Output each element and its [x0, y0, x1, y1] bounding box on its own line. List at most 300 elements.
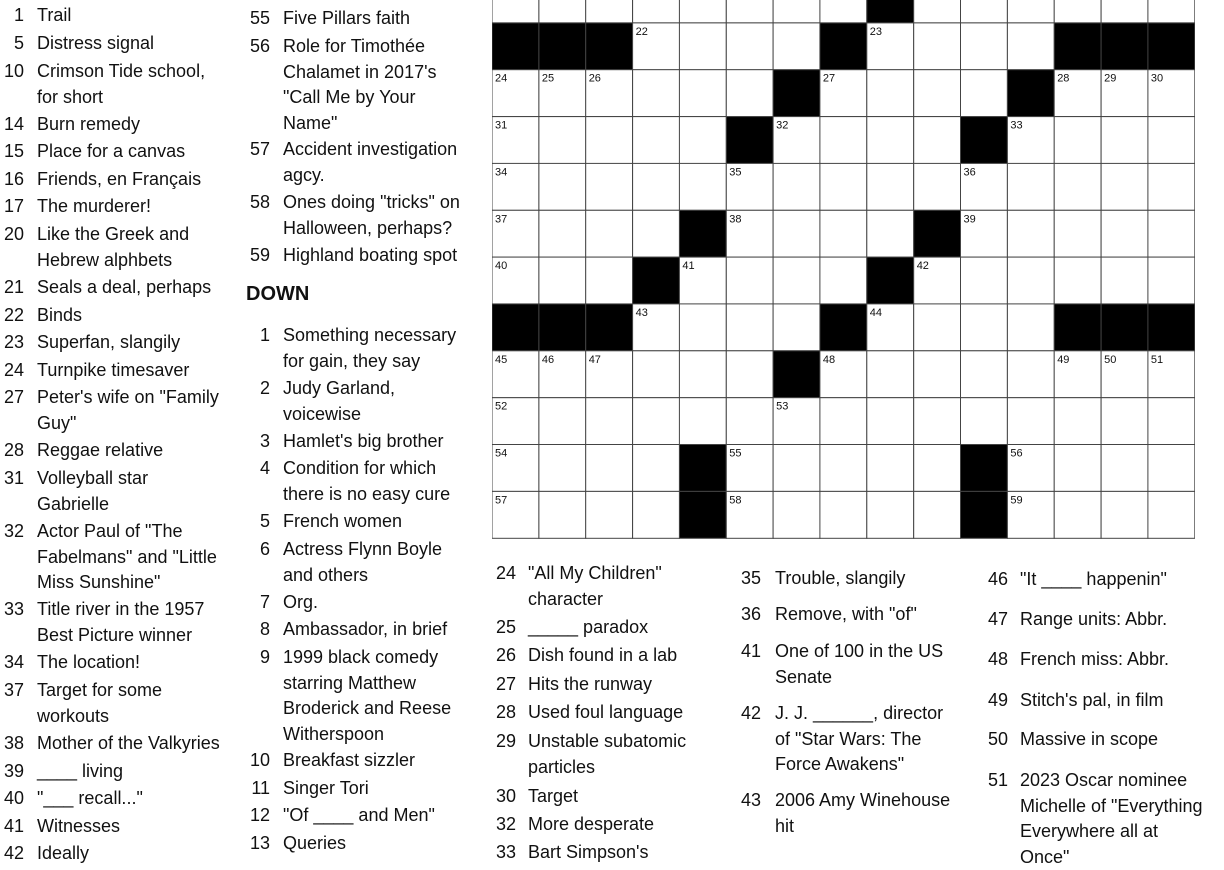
grid-cell[interactable] [961, 304, 1008, 351]
grid-number: 34 [495, 166, 508, 179]
clue-text: Trail [37, 5, 72, 25]
clue-text: Hamlet's big brother [283, 431, 444, 451]
clue-down_col5-49[interactable] [982, 688, 1224, 714]
grid-cell[interactable] [773, 491, 820, 538]
clue-number: 34 [3, 652, 24, 672]
grid-number: 25 [541, 72, 555, 85]
clue-number: 32 [3, 521, 24, 541]
grid-cell[interactable] [539, 117, 586, 164]
clue-text: Seals a deal, perhaps [37, 277, 212, 297]
grid-cell[interactable] [1054, 257, 1101, 304]
grid-cell[interactable] [1054, 163, 1101, 210]
grid-cell[interactable] [633, 491, 680, 538]
grid-block [586, 23, 633, 70]
clue-down_col2-7[interactable] [244, 590, 474, 616]
down-heading: DOWN [246, 283, 310, 305]
clue-across_col1-27[interactable] [0, 385, 240, 436]
clue-down_col2-5[interactable] [244, 509, 474, 535]
clue-number: 42 [740, 703, 761, 723]
clue-text: "It ____ happenin" [1020, 569, 1167, 589]
grid-cell[interactable] [633, 163, 680, 210]
grid-block [961, 491, 1008, 538]
clue-text: Highland boating spot [283, 245, 458, 265]
clue-number: 47 [987, 609, 1008, 629]
grid-cell[interactable] [726, 70, 773, 117]
clue-number: 5 [13, 33, 24, 53]
grid-cell[interactable] [1007, 257, 1054, 304]
clue-number: 11 [251, 778, 270, 798]
grid-cell[interactable] [633, 0, 680, 23]
grid-cell[interactable] [820, 163, 867, 210]
grid-cell[interactable] [914, 304, 961, 351]
grid-cell[interactable] [633, 398, 680, 445]
grid-cell[interactable] [1054, 398, 1101, 445]
grid-cell[interactable] [539, 163, 586, 210]
grid-cell[interactable] [539, 257, 586, 304]
grid-cell[interactable] [586, 257, 633, 304]
grid-block [961, 445, 1008, 492]
clue-down_col2-1[interactable] [244, 323, 474, 374]
clue-down_col4-42[interactable] [735, 701, 975, 778]
clue-number: 6 [259, 539, 270, 559]
grid-cell[interactable] [867, 351, 914, 398]
grid-cell[interactable] [539, 210, 586, 257]
grid-cell[interactable] [867, 210, 914, 257]
grid-cell[interactable] [1148, 210, 1195, 257]
clue-number: 17 [3, 196, 24, 216]
clue-text: Burn remedy [37, 114, 141, 134]
clue-text: The murderer! [37, 196, 152, 216]
grid-cell[interactable] [539, 398, 586, 445]
clue-number: 40 [3, 788, 24, 808]
grid-cell[interactable] [867, 445, 914, 492]
clue-text: Trouble, slangily [775, 568, 906, 588]
grid-cell[interactable] [1054, 491, 1101, 538]
grid-cell[interactable] [1054, 210, 1101, 257]
grid-cell[interactable] [867, 163, 914, 210]
clue-number: 46 [987, 569, 1008, 589]
grid-cell[interactable] [1054, 0, 1101, 23]
grid-cell[interactable] [914, 398, 961, 445]
grid-block [1148, 23, 1195, 70]
clue-text: _____ paradox [528, 617, 649, 637]
clue-number: 28 [3, 440, 24, 460]
clue-down_col3-26[interactable] [490, 643, 722, 669]
clue-across_col2-56[interactable] [244, 34, 474, 136]
grid-cell[interactable] [586, 163, 633, 210]
grid-number: 39 [963, 213, 976, 226]
grid-cell[interactable] [867, 70, 914, 117]
clue-down_col3-30[interactable] [490, 784, 722, 810]
clue-text: French miss: Abbr. [1020, 649, 1170, 669]
clue-across_col2-55[interactable] [244, 6, 474, 32]
grid-cell[interactable] [633, 117, 680, 164]
clue-number: 2 [259, 378, 270, 398]
grid-number: 24 [495, 72, 508, 85]
clue-text: Friends, en Français [37, 169, 202, 189]
grid-number: 40 [495, 260, 508, 273]
clue-down_col5-46[interactable] [982, 567, 1224, 593]
grid-cell[interactable] [914, 0, 961, 23]
clue-down_col3-29[interactable] [490, 729, 722, 780]
clue-down_col3-25[interactable] [490, 615, 722, 641]
clue-text: More desperate [528, 814, 655, 834]
grid-number: 35 [729, 166, 742, 179]
grid-number: 48 [822, 353, 836, 366]
clue-number: 49 [987, 690, 1008, 710]
clue-text: Org. [283, 592, 319, 612]
clue-across_col1-10[interactable] [0, 59, 240, 110]
clue-across_col1-15[interactable] [0, 139, 240, 165]
grid-block [961, 117, 1008, 164]
clue-text: "All My Children" character [528, 563, 662, 609]
grid-block [1101, 304, 1148, 351]
grid-cell[interactable] [1054, 445, 1101, 492]
grid-block [914, 210, 961, 257]
clue-text: The location! [37, 652, 141, 672]
grid-cell[interactable] [1148, 445, 1195, 492]
clue-across_col1-24[interactable] [0, 358, 240, 384]
clue-text: "___ recall..." [37, 788, 143, 808]
grid-number: 23 [869, 25, 883, 38]
grid-block [773, 70, 820, 117]
clue-text: Role for Timothée Chalamet in 2017's "Call Me by Your Name" [283, 36, 437, 133]
grid-cell[interactable] [679, 398, 726, 445]
grid-cell[interactable] [726, 0, 773, 23]
clue-down_col4-41[interactable] [735, 639, 975, 690]
grid-cell[interactable] [820, 0, 867, 23]
grid-cell[interactable] [1101, 445, 1148, 492]
grid-cell[interactable] [1148, 0, 1195, 23]
grid-block [773, 351, 820, 398]
clue-across_col1-39[interactable] [0, 759, 240, 785]
grid-cell[interactable] [820, 398, 867, 445]
clue-text: Condition for which there is no easy cure [283, 458, 451, 504]
grid-cell[interactable] [820, 210, 867, 257]
clue-text: Something necessary for gain, they say [283, 325, 457, 371]
grid-block [539, 304, 586, 351]
clue-down_col5-51[interactable] [982, 768, 1224, 870]
grid-block [539, 23, 586, 70]
grid-cell[interactable] [1007, 304, 1054, 351]
clue-across_col2-57[interactable] [244, 137, 474, 188]
grid-cell[interactable] [1148, 257, 1195, 304]
clue-down_col2-10[interactable] [244, 748, 474, 774]
clue-text: Remove, with "of" [775, 604, 917, 624]
clue-text: Binds [37, 305, 83, 325]
clue-down_col3-28[interactable] [490, 700, 722, 726]
grid-block [867, 0, 914, 23]
clue-down_col2-12[interactable] [244, 803, 474, 829]
clue-number: 5 [259, 511, 270, 531]
grid-cell[interactable] [1007, 210, 1054, 257]
grid-cell[interactable] [1007, 398, 1054, 445]
grid-cell[interactable] [1007, 23, 1054, 70]
clue-number: 57 [249, 139, 270, 159]
clue-number: 37 [3, 680, 24, 700]
grid-cell[interactable] [633, 351, 680, 398]
clue-across_col1-37[interactable] [0, 678, 240, 729]
grid-cell[interactable] [726, 304, 773, 351]
grid-cell[interactable] [679, 163, 726, 210]
grid-cell[interactable] [726, 23, 773, 70]
clue-text: Peter's wife on "Family Guy" [37, 387, 219, 433]
grid-cell[interactable] [539, 0, 586, 23]
clue-text: J. J. ______, director of "Star Wars: The Force Awakens" [775, 703, 944, 774]
grid-block [726, 117, 773, 164]
clue-across_col1-41[interactable] [0, 814, 240, 840]
clue-down_col5-47[interactable] [982, 607, 1224, 633]
clue-number: 15 [3, 141, 24, 161]
grid-cell[interactable] [1101, 210, 1148, 257]
clue-text: Like the Greek and Hebrew alphbets [37, 224, 190, 270]
grid-cell[interactable] [492, 0, 539, 23]
grid-cell[interactable] [773, 304, 820, 351]
clue-across_col1-16[interactable] [0, 167, 240, 193]
grid-cell[interactable] [914, 163, 961, 210]
grid-cell[interactable] [820, 257, 867, 304]
clue-number: 55 [249, 8, 270, 28]
grid-number: 42 [916, 260, 929, 273]
clue-number: 20 [3, 224, 24, 244]
grid-cell[interactable] [1101, 398, 1148, 445]
grid-number: 46 [541, 353, 555, 366]
clue-down_col3-27[interactable] [490, 672, 722, 698]
grid-block [1054, 304, 1101, 351]
grid-cell[interactable] [586, 0, 633, 23]
clue-text: Ones doing "tricks" on Halloween, perhaps? [283, 192, 460, 238]
clue-across_col1-22[interactable] [0, 303, 240, 329]
grid-cell[interactable] [586, 117, 633, 164]
grid-block [820, 304, 867, 351]
grid-cell[interactable] [1148, 163, 1195, 210]
clue-number: 7 [259, 592, 270, 612]
clue-across_col1-28[interactable] [0, 438, 240, 464]
clue-down_col2-4[interactable] [244, 456, 474, 507]
clue-number: 1 [259, 325, 270, 345]
grid-number: 32 [776, 119, 789, 132]
grid-cell[interactable] [633, 445, 680, 492]
clue-across_col1-34[interactable] [0, 650, 240, 676]
grid-cell[interactable] [914, 351, 961, 398]
grid-number: 59 [1010, 494, 1023, 507]
grid-cell[interactable] [1101, 0, 1148, 23]
clue-across_col1-32[interactable] [0, 519, 240, 596]
grid-cell[interactable] [679, 117, 726, 164]
clue-number: 51 [987, 770, 1008, 790]
grid-cell[interactable] [539, 491, 586, 538]
clue-text: Actress Flynn Boyle and others [283, 539, 443, 585]
grid-cell[interactable] [726, 257, 773, 304]
grid-cell[interactable] [1101, 257, 1148, 304]
clue-across_col1-31[interactable] [0, 466, 240, 517]
clue-across_col2-59[interactable] [244, 243, 474, 269]
grid-cell[interactable] [820, 445, 867, 492]
clue-text: Unstable subatomic particles [528, 731, 687, 777]
clue-down_col5-50[interactable] [982, 727, 1224, 753]
clue-text: Bart Simpson's [528, 842, 649, 862]
grid-cell[interactable] [961, 23, 1008, 70]
grid-cell[interactable] [914, 70, 961, 117]
grid-cell[interactable] [961, 0, 1008, 23]
clue-across_col1-20[interactable] [0, 222, 240, 273]
grid-block [679, 491, 726, 538]
clue-number: 56 [249, 36, 270, 56]
grid-cell[interactable] [1148, 491, 1195, 538]
clue-number: 9 [259, 647, 270, 667]
grid-cell[interactable] [586, 491, 633, 538]
grid-number: 55 [729, 447, 742, 460]
grid-cell[interactable] [961, 257, 1008, 304]
grid-cell[interactable] [773, 257, 820, 304]
grid-cell[interactable] [773, 210, 820, 257]
grid-cell[interactable] [961, 70, 1008, 117]
clue-number: 39 [3, 761, 24, 781]
clue-number: 27 [495, 674, 516, 694]
grid-cell[interactable] [679, 23, 726, 70]
clue-across_col1-5[interactable] [0, 31, 240, 57]
grid-cell[interactable] [1148, 117, 1195, 164]
clue-down_col2-2[interactable] [244, 376, 474, 427]
clue-number: 59 [249, 245, 270, 265]
clue-number: 35 [740, 568, 761, 588]
grid-cell[interactable] [914, 23, 961, 70]
clue-across_col1-33[interactable] [0, 597, 240, 648]
clue-text: Stitch's pal, in film [1020, 690, 1164, 710]
grid-cell[interactable] [867, 117, 914, 164]
grid-cell[interactable] [1101, 117, 1148, 164]
grid-cell[interactable] [586, 210, 633, 257]
grid-number: 50 [1104, 353, 1117, 366]
clue-down_col2-9[interactable] [244, 645, 474, 747]
clue-across_col1-17[interactable] [0, 194, 240, 220]
clue-down_col4-43[interactable] [735, 788, 975, 839]
grid-cell[interactable] [586, 398, 633, 445]
grid-cell[interactable] [961, 398, 1008, 445]
clue-text: Dish found in a lab [528, 645, 678, 665]
grid-block [867, 257, 914, 304]
clue-across_col1-21[interactable] [0, 275, 240, 301]
grid-cell[interactable] [820, 491, 867, 538]
grid-cell[interactable] [914, 117, 961, 164]
grid-cell[interactable] [679, 0, 726, 23]
clue-text: Turnpike timesaver [37, 360, 190, 380]
grid-cell[interactable] [1007, 351, 1054, 398]
clue-text: Used foul language [528, 702, 684, 722]
grid-cell[interactable] [633, 210, 680, 257]
clue-text: 1999 black comedy starring Matthew Broderick and Reese Witherspoon [283, 647, 452, 744]
grid-block [1101, 23, 1148, 70]
clue-number: 14 [3, 114, 24, 134]
grid-cell[interactable] [586, 445, 633, 492]
grid-cell[interactable] [679, 304, 726, 351]
clue-text: Distress signal [37, 33, 155, 53]
grid-number: 29 [1104, 72, 1117, 85]
grid-cell[interactable] [773, 0, 820, 23]
clue-down_col2-11[interactable] [244, 776, 474, 802]
grid-cell[interactable] [726, 398, 773, 445]
clue-across_col1-23[interactable] [0, 330, 240, 356]
clue-down_col2-8[interactable] [244, 617, 474, 643]
clue-number: 21 [3, 277, 24, 297]
grid-number: 56 [1010, 447, 1023, 460]
clue-number: 25 [495, 617, 516, 637]
clue-number: 31 [3, 468, 24, 488]
grid-cell[interactable] [1101, 163, 1148, 210]
grid-cell[interactable] [1101, 491, 1148, 538]
clue-number: 1 [13, 5, 24, 25]
grid-cell[interactable] [867, 398, 914, 445]
grid-cell[interactable] [773, 163, 820, 210]
grid-number: 45 [495, 353, 508, 366]
grid-number: 47 [588, 353, 601, 366]
grid-block [1007, 70, 1054, 117]
clue-number: 26 [495, 645, 516, 665]
grid-cell[interactable] [914, 491, 961, 538]
clue-text: Judy Garland, voicewise [283, 378, 396, 424]
clue-across_col1-38[interactable] [0, 731, 240, 757]
grid-cell[interactable] [633, 70, 680, 117]
clue-text: Massive in scope [1020, 729, 1159, 749]
grid-cell[interactable] [773, 445, 820, 492]
grid-cell[interactable] [773, 23, 820, 70]
clue-text: Ambassador, in brief [283, 619, 448, 639]
clue-text: "Of ____ and Men" [283, 805, 435, 825]
clue-down_col2-6[interactable] [244, 537, 474, 588]
grid-number: 38 [729, 213, 742, 226]
grid-cell[interactable] [539, 445, 586, 492]
grid-number: 28 [1057, 72, 1070, 85]
clue-text: One of 100 in the US Senate [775, 641, 944, 687]
grid-number: 41 [682, 260, 695, 273]
grid-cell[interactable] [867, 491, 914, 538]
grid-cell[interactable] [1007, 163, 1054, 210]
grid-cell[interactable] [726, 351, 773, 398]
clue-across_col1-1[interactable] [0, 3, 240, 29]
clue-text: Breakfast sizzler [283, 750, 416, 770]
clue-across_col2-58[interactable] [244, 190, 474, 241]
clue-text: Hits the runway [528, 674, 653, 694]
clue-number: 24 [495, 563, 516, 583]
grid-number: 44 [869, 306, 883, 319]
clue-across_col1-40[interactable] [0, 786, 240, 812]
grid-cell[interactable] [1148, 398, 1195, 445]
clue-number: 36 [740, 604, 761, 624]
clue-text: Title river in the 1957 Best Picture winner [37, 599, 205, 645]
clue-text: Target for some workouts [37, 680, 163, 726]
grid-number: 33 [1010, 119, 1023, 132]
clue-across_col1-14[interactable] [0, 112, 240, 138]
grid-cell[interactable] [961, 351, 1008, 398]
clue-down_col2-3[interactable] [244, 429, 474, 455]
grid-number: 52 [495, 400, 508, 413]
grid-number: 53 [776, 400, 789, 413]
clue-across_col1-42[interactable] [0, 841, 240, 867]
grid-cell[interactable] [1007, 0, 1054, 23]
crossword-grid[interactable] [492, 0, 1195, 539]
clue-down_col3-32[interactable] [490, 812, 722, 838]
clue-down_col3-24[interactable] [490, 561, 722, 612]
grid-cell[interactable] [679, 70, 726, 117]
grid-cell[interactable] [820, 117, 867, 164]
grid-cell[interactable] [914, 445, 961, 492]
clue-down_col4-36[interactable] [735, 602, 975, 628]
clue-down_col4-35[interactable] [735, 566, 975, 592]
grid-cell[interactable] [679, 351, 726, 398]
grid-cell[interactable] [1054, 117, 1101, 164]
clue-down_col5-48[interactable] [982, 647, 1224, 673]
clue-number: 8 [259, 619, 270, 639]
